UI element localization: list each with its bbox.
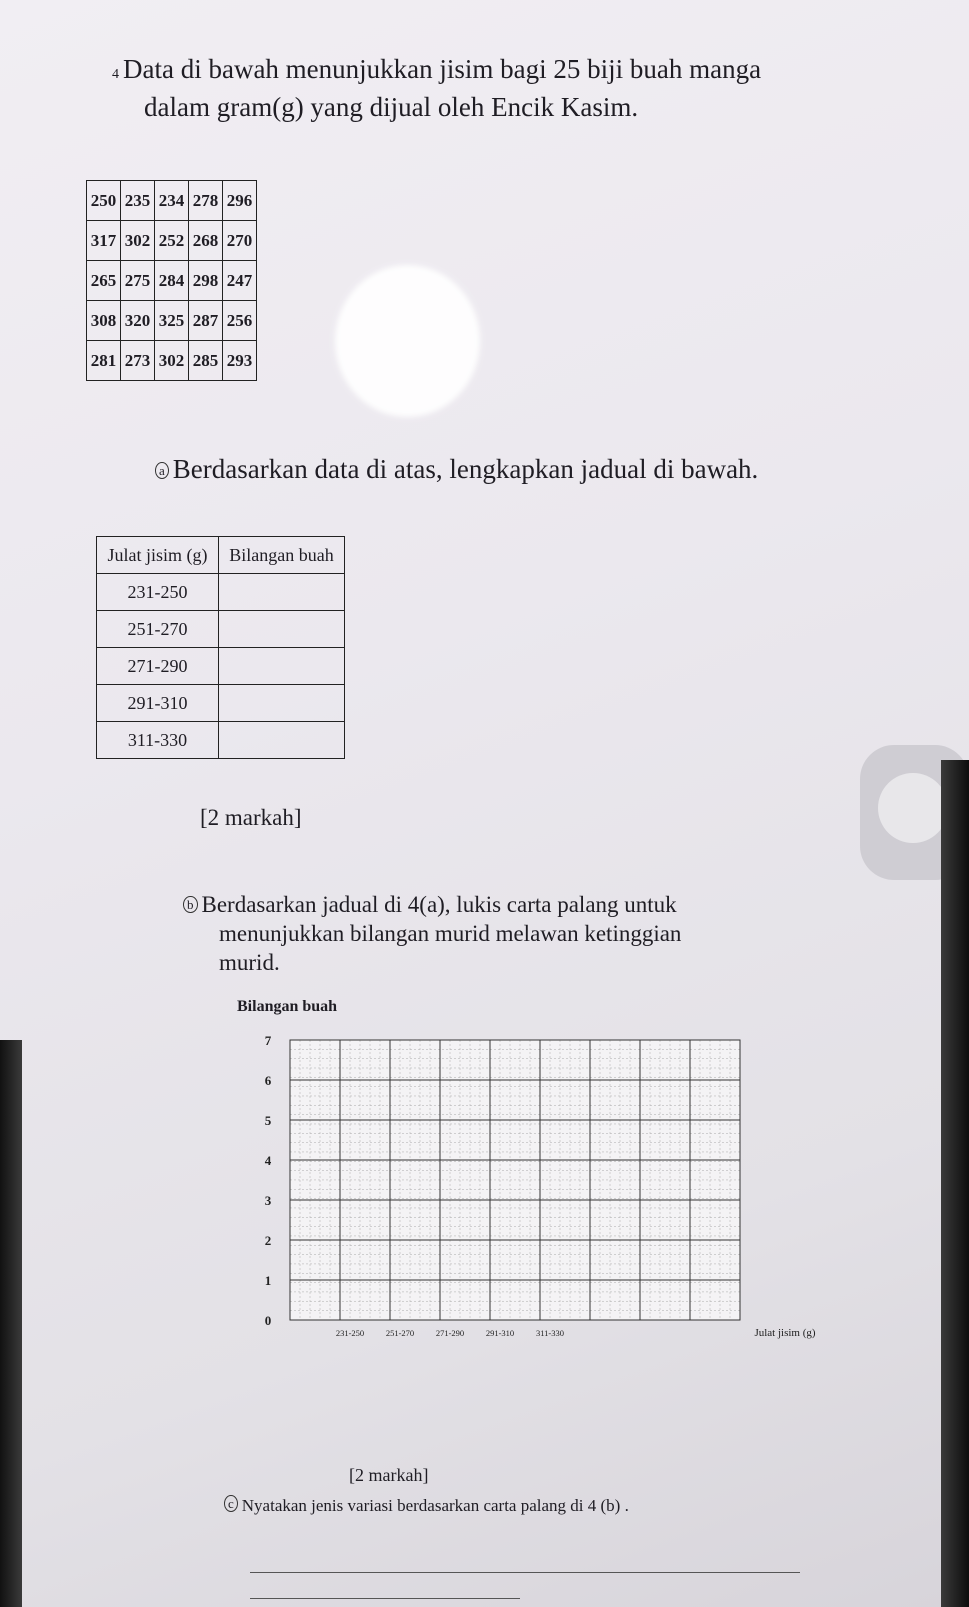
data-table-row	[87, 261, 257, 301]
part-b-text-line3: murid.	[219, 950, 280, 975]
freq-table-row	[97, 611, 345, 648]
y-tick-label: 3	[264, 1193, 272, 1208]
answer-line[interactable]	[250, 1598, 520, 1599]
part-c-question	[224, 1496, 629, 1516]
x-tick-label: 251-270	[385, 1328, 415, 1338]
question-intro	[112, 52, 912, 92]
data-table-row	[87, 181, 257, 221]
question-number: 4	[112, 67, 119, 82]
part-b-question	[183, 890, 803, 977]
chart-y-axis-title: Bilangan buah	[237, 998, 338, 1015]
freq-header-range: Julat jisim (g)	[97, 537, 219, 574]
data-table-cell: 256	[223, 301, 257, 341]
part-b-label: b	[183, 896, 198, 913]
part-c-label: c	[224, 1495, 238, 1512]
freq-count-input[interactable]	[219, 648, 345, 685]
freq-range-cell: 251-270	[97, 611, 219, 648]
data-table-cell: 247	[223, 261, 257, 301]
data-table-cell: 252	[155, 221, 189, 261]
data-table-cell: 296	[223, 181, 257, 221]
data-table-row	[87, 221, 257, 261]
data-table-cell: 275	[121, 261, 155, 301]
data-table-cell: 287	[189, 301, 223, 341]
data-table-cell: 270	[223, 221, 257, 261]
freq-count-input[interactable]	[219, 611, 345, 648]
y-tick-label: 5	[264, 1113, 272, 1128]
x-tick-label: 311-330	[535, 1328, 565, 1338]
data-table-row	[87, 341, 257, 381]
part-b-marks: [2 markah]	[349, 1465, 429, 1485]
x-axis-title: Julat jisim (g)	[754, 1327, 816, 1339]
data-table-cell: 281	[87, 341, 121, 381]
y-tick-label: 0	[264, 1313, 272, 1328]
freq-header-count: Bilangan buah	[219, 537, 345, 574]
phone-edge-right	[941, 760, 969, 1607]
question-intro-line2: dalam gram(g) yang dijual oleh Encik Kasim.	[144, 92, 639, 122]
data-table-cell: 320	[121, 301, 155, 341]
light-glare	[335, 265, 480, 417]
frequency-table	[96, 536, 345, 759]
freq-range-cell: 231-250	[97, 574, 219, 611]
x-tick-label: 271-290	[435, 1328, 465, 1338]
bar-chart-grid[interactable]	[250, 1020, 830, 1350]
data-table-cell: 285	[189, 341, 223, 381]
freq-range-cell: 291-310	[97, 685, 219, 722]
y-tick-label: 1	[264, 1273, 272, 1288]
part-a-question	[155, 454, 758, 485]
freq-range-cell: 271-290	[97, 648, 219, 685]
data-table-cell: 293	[223, 341, 257, 381]
freq-table-row	[97, 685, 345, 722]
data-table-cell: 284	[155, 261, 189, 301]
data-table-cell: 325	[155, 301, 189, 341]
phone-edge-left	[0, 1040, 22, 1607]
freq-count-input[interactable]	[219, 685, 345, 722]
y-tick-label: 6	[264, 1073, 272, 1088]
mass-data-table	[86, 180, 257, 381]
freq-count-input[interactable]	[219, 722, 345, 759]
part-c-text: Nyatakan jenis variasi berdasarkan carta palang di 4 (b) .	[241, 1496, 629, 1515]
part-b-text-line1: Berdasarkan jadual di 4(a), lukis carta palang untuk	[201, 892, 677, 917]
question-intro-line1: Data di bawah menunjukkan jisim bagi 25 biji buah manga	[123, 54, 762, 84]
data-table-cell: 298	[189, 261, 223, 301]
y-tick-label: 2	[264, 1233, 272, 1248]
data-table-cell: 268	[189, 221, 223, 261]
y-tick-label: 4	[264, 1153, 272, 1168]
data-table-cell: 273	[121, 341, 155, 381]
y-tick-label: 7	[264, 1033, 272, 1048]
answer-line[interactable]	[250, 1572, 800, 1573]
data-table-cell: 302	[121, 221, 155, 261]
freq-table-row	[97, 722, 345, 759]
x-tick-label: 291-310	[485, 1328, 515, 1338]
data-table-cell: 235	[121, 181, 155, 221]
data-table-cell: 265	[87, 261, 121, 301]
part-a-label: a	[155, 462, 169, 479]
part-a-marks: [2 markah]	[200, 805, 302, 830]
part-a-text: Berdasarkan data di atas, lengkapkan jadual di bawah.	[172, 454, 759, 484]
data-table-cell: 234	[155, 181, 189, 221]
data-table-cell: 250	[87, 181, 121, 221]
freq-table-row	[97, 648, 345, 685]
freq-table-row	[97, 574, 345, 611]
x-tick-label: 231-250	[335, 1328, 365, 1338]
part-b-text-line2: menunjukkan bilangan murid melawan ketinggian	[219, 921, 682, 946]
data-table-cell: 302	[155, 341, 189, 381]
data-table-row	[87, 301, 257, 341]
freq-count-input[interactable]	[219, 574, 345, 611]
data-table-cell: 308	[87, 301, 121, 341]
data-table-cell: 278	[189, 181, 223, 221]
data-table-cell: 317	[87, 221, 121, 261]
freq-range-cell: 311-330	[97, 722, 219, 759]
